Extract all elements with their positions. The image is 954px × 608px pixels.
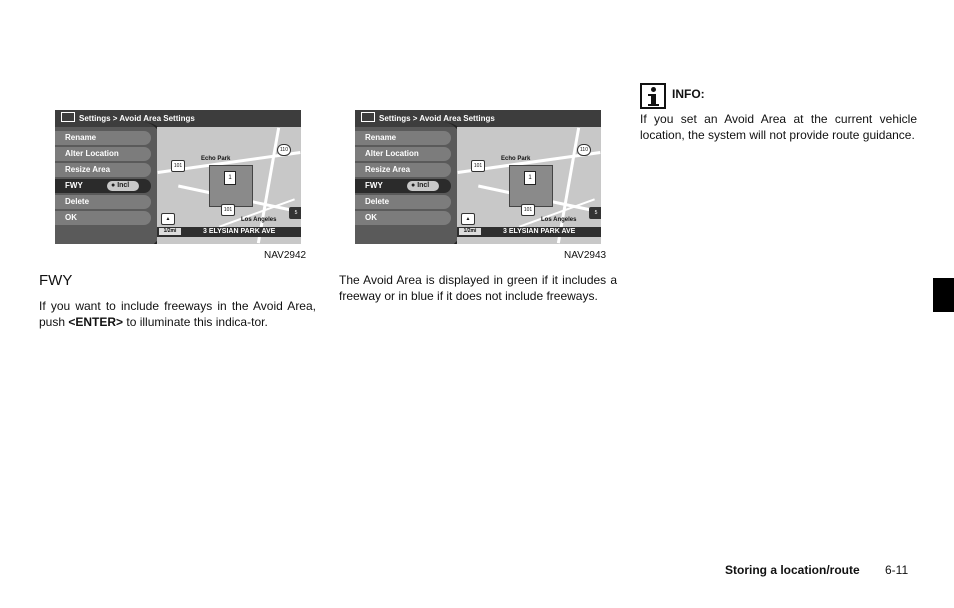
location-pin-icon: 1	[224, 171, 236, 185]
fwy-toggle[interactable]: ● Incl	[407, 181, 439, 191]
status-bar	[157, 227, 301, 237]
fwy-text-2: to illuminate this indica-tor.	[123, 314, 268, 329]
highway-101-shield-icon: 101	[221, 204, 235, 216]
north-arrow-icon: ▲	[161, 213, 175, 225]
enter-key-label: <ENTER>	[68, 314, 124, 329]
fwy-toggle-label: Incl	[417, 182, 430, 189]
highway-110-shield-icon: 110	[277, 144, 291, 156]
settings-icon	[361, 112, 375, 122]
screen-title: Settings > Avoid Area Settings	[79, 114, 195, 123]
avoid-area-menu	[55, 131, 151, 227]
menu-item-delete[interactable]: Delete	[55, 195, 151, 209]
menu-item-ok[interactable]: OK	[55, 211, 151, 225]
menu-item-rename[interactable]: Rename	[55, 131, 151, 145]
highway-101-shield-icon: 101	[471, 160, 485, 172]
menu-item-ok[interactable]: OK	[355, 211, 451, 225]
map-label-echo-park: Echo Park	[501, 156, 531, 162]
menu-item-fwy[interactable]	[55, 179, 151, 193]
menu-item-fwy[interactable]	[355, 179, 451, 193]
info-label: INFO:	[672, 87, 705, 101]
interstate-5-shield-icon: 5	[589, 207, 601, 219]
avoid-area-color-description: The Avoid Area is displayed in green if it includes a freeway or in blue if it does not include freeways.	[339, 273, 617, 303]
map-label-los-angeles: Los Angeles	[241, 217, 277, 223]
fwy-toggle[interactable]: ● Incl	[107, 181, 139, 191]
figure-caption-2: NAV2943	[564, 250, 607, 261]
current-address: 3 ELYSIAN PARK AVE	[503, 228, 576, 235]
highway-110-shield-icon: 110	[577, 144, 591, 156]
nav-screenshot-2	[355, 110, 601, 244]
map-scale: 1/2mi	[459, 228, 481, 235]
location-pin-icon: 1	[524, 171, 536, 185]
nav-screenshot-1	[55, 110, 301, 244]
menu-item-alter-location[interactable]: Alter Location	[355, 147, 451, 161]
current-address: 3 ELYSIAN PARK AVE	[203, 228, 276, 235]
status-bar	[457, 227, 601, 237]
screen-title: Settings > Avoid Area Settings	[379, 114, 495, 123]
map-label-los-angeles: Los Angeles	[541, 217, 577, 223]
info-icon	[640, 83, 666, 109]
menu-item-resize-area[interactable]: Resize Area	[55, 163, 151, 177]
north-arrow-icon: ▲	[461, 213, 475, 225]
figure-caption-1: NAV2942	[264, 250, 307, 261]
fwy-label: FWY	[365, 181, 383, 190]
screen-title-bar	[55, 110, 301, 127]
fwy-toggle-label: Incl	[117, 182, 130, 189]
section-tab-marker	[933, 278, 954, 312]
page-number: 6-11	[885, 563, 909, 577]
info-text: If you set an Avoid Area at the current vehicle location, the system will not provide route guidance.	[640, 112, 917, 142]
settings-icon	[61, 112, 75, 122]
menu-item-delete[interactable]: Delete	[355, 195, 451, 209]
fwy-text-1: If you want to include freeways in the Avoid Area, push	[39, 299, 316, 329]
menu-item-resize-area[interactable]: Resize Area	[355, 163, 451, 177]
map-scale: 1/2mi	[159, 228, 181, 235]
highway-101-shield-icon: 101	[171, 160, 185, 172]
fwy-description	[39, 299, 316, 330]
menu-item-rename[interactable]: Rename	[355, 131, 451, 145]
section-heading-fwy: FWY	[39, 272, 73, 289]
fwy-label: FWY	[65, 181, 83, 190]
menu-item-alter-location[interactable]: Alter Location	[55, 147, 151, 161]
interstate-5-shield-icon: 5	[289, 207, 301, 219]
footer-section-title: Storing a location/route	[725, 563, 860, 577]
screen-title-bar	[355, 110, 601, 127]
avoid-area-menu	[355, 131, 451, 227]
highway-101-shield-icon: 101	[521, 204, 535, 216]
map-label-echo-park: Echo Park	[201, 156, 231, 162]
